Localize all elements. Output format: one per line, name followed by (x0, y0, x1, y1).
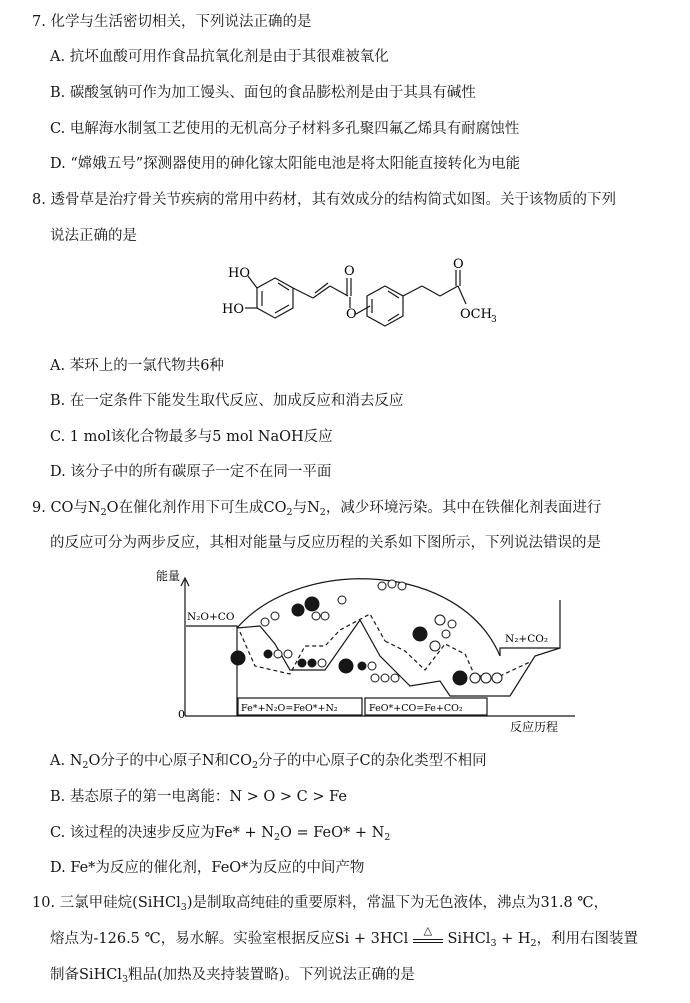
struct-o-ester: O (346, 307, 357, 322)
diagram-step1-label: Fe*+N₂O=FeO*+N₂ (241, 703, 338, 714)
q9-stem-cont: 的反应可分为两步反应，其相对能量与反应历程的关系如下图所示，下列说法错误的是 (50, 535, 601, 551)
q10-line3: 制备SiHCl$_3$粗品(加热及夹持装置略)。下列说法正确的是 (50, 967, 415, 985)
q9-option-d: D. Fe*为反应的催化剂，FeO*为反应的中间产物 (50, 860, 365, 876)
struct-o-carbonyl-1: O (344, 264, 355, 279)
energy-diagram (150, 566, 590, 736)
q8-option-c: C. 1 mol该化合物最多与5 mol NaOH反应 (50, 429, 333, 445)
heat-condition-arrow: △ (413, 931, 443, 943)
diagram-origin: 0 (178, 708, 185, 721)
q8-option-d: D. 该分子中的所有碳原子一定不在同一平面 (50, 464, 332, 480)
q7-stem: 7. 化学与生活密切相关，下列说法正确的是 (32, 14, 312, 30)
struct-ho-left: HO (222, 302, 244, 317)
q10-line1: 10. 三氯甲硅烷(SiHCl$_3$)是制取高纯硅的重要原料，常温下为无色液体，沸点为31.8 ℃， (32, 895, 609, 913)
diagram-start-label: N₂O+CO (187, 611, 235, 623)
q7-option-c: C. 电解海水制氢工艺使用的无机高分子材料多孔聚四氟乙烯具有耐腐蚀性 (50, 121, 520, 137)
q10-line2: 熔点为-126.5 ℃，易水解。实验室根据反应Si + 3HCl △ SiHCl$_3$ + $H_2$，利用右图装置 (50, 924, 639, 949)
diagram-step2-label: FeO*+CO=Fe+CO₂ (369, 703, 463, 714)
q7-option-a: A. 抗坏血酸可用作食品抗氧化剂是由于其很难被氧化 (50, 49, 389, 65)
struct-ho-top: HO (228, 266, 250, 281)
struct-och3-sub: 3 (491, 315, 497, 325)
q9-option-c: C. 该过程的决速步反应为$Fe* + N_2O = FeO* + N_2$ (50, 825, 391, 843)
struct-och3: OCH (460, 307, 492, 322)
q8-stem-cont: 说法正确的是 (50, 228, 137, 244)
q9-option-a: A. $N_2O$分子的中心原子N和$CO_2$分子的中心原子C的杂化类型不相同 (50, 753, 487, 771)
diagram-ylabel: 能量 (156, 569, 181, 583)
structural-formula (210, 256, 510, 346)
diagram-xlabel: 反应历程 (510, 720, 559, 734)
diagram-end-label: N₂+CO₂ (505, 633, 549, 645)
q9-option-b: B. 基态原子的第一电离能：N > O > C > Fe (50, 789, 347, 805)
q8-option-a: A. 苯环上的一氯代物共6种 (50, 358, 224, 374)
struct-o-carbonyl-2: O (453, 257, 464, 272)
q7-option-d: D. “嫦娥五号”探测器使用的砷化镓太阳能电池是将太阳能直接转化为电能 (50, 156, 521, 172)
q9-stem: 9. CO与$N_2O$在催化剂作用下可生成$CO_2$与$N_2$，减少环境污染。其中在铁催化剂表面进行 (32, 500, 602, 518)
q8-stem: 8. 透骨草是治疗骨关节疾病的常用中药材，其有效成分的结构简式如图。关于该物质的下列 (32, 192, 616, 208)
q8-option-b: B. 在一定条件下能发生取代反应、加成反应和消去反应 (50, 393, 404, 409)
q7-option-b: B. 碳酸氢钠可作为加工馒头、面包的食品膨松剂是由于其具有碱性 (50, 85, 476, 101)
